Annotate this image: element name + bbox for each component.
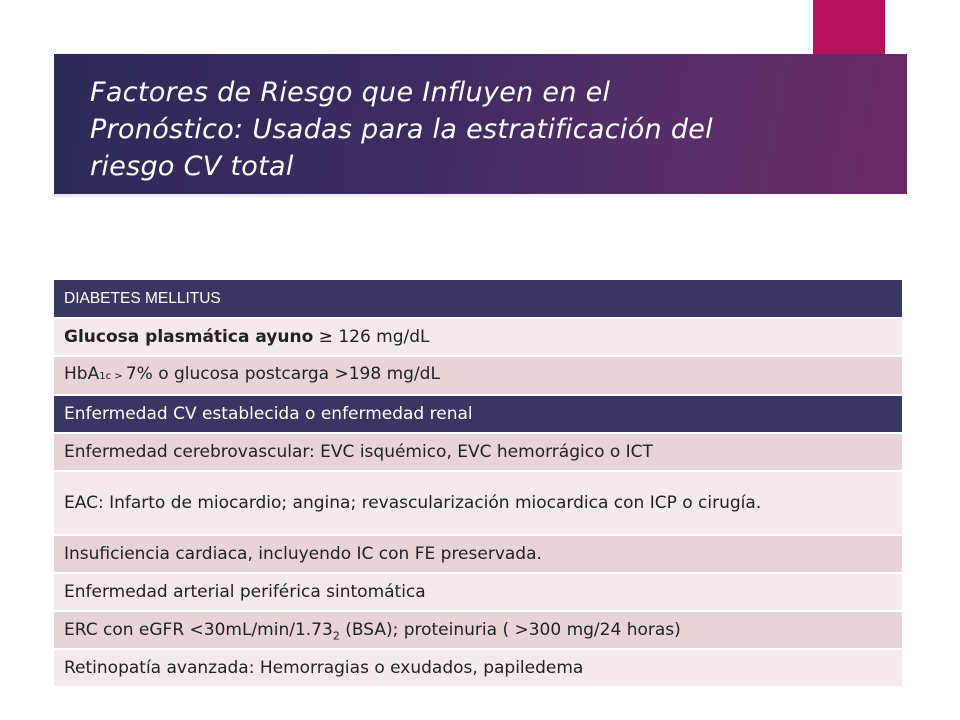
erc-subscript: 2 <box>332 629 340 643</box>
table-row <box>54 280 902 318</box>
slide-title <box>90 74 850 185</box>
eac-cell: EAC: Infarto de miocardio; angina; revascularización miocardica con ICP o cirugía. <box>54 471 902 535</box>
glucose-label: Glucosa plasmática ayuno <box>64 327 314 347</box>
erc-value: (BSA); proteinuria ( >300 mg/24 horas) <box>339 620 681 640</box>
retinopathy-cell: Retinopatía avanzada: Hemorragias o exudados, papiledema <box>54 649 902 687</box>
title-banner <box>54 54 907 194</box>
hba1c-subscript: 1c > <box>99 371 126 382</box>
peripheral-artery-cell: Enfermedad arterial periférica sintomática <box>54 573 902 611</box>
table-row <box>54 573 902 611</box>
heart-failure-cell: Insuficiencia cardiaca, incluyendo IC con FE preservada. <box>54 535 902 573</box>
diabetes-header: DIABETES MELLITUS <box>54 280 902 318</box>
cerebrovascular-cell: Enfermedad cerebrovascular: EVC isquémico, EVC hemorrágico o ICT <box>54 433 902 471</box>
glucose-value: ≥ 126 mg/dL <box>313 327 430 347</box>
table-row <box>54 433 902 471</box>
title-line-1: Factores de Riesgo que Influyen en el <box>90 77 611 108</box>
table-row <box>54 356 902 395</box>
table-row <box>54 611 902 649</box>
table-row <box>54 395 902 433</box>
hba1c-cell <box>54 356 902 395</box>
title-line-2: Pronóstico: Usadas para la estratificación del <box>90 114 713 145</box>
table-row <box>54 318 902 356</box>
risk-factors-table <box>54 280 902 688</box>
title-line-3: riesgo CV total <box>90 151 294 182</box>
table-row <box>54 649 902 687</box>
erc-cell <box>54 611 902 649</box>
glucose-cell <box>54 318 902 356</box>
table-row <box>54 535 902 573</box>
erc-prefix: ERC con eGFR <30mL/min/1.73 <box>64 620 333 640</box>
hba1c-prefix: HbA <box>64 364 100 384</box>
hba1c-value: 7% o glucosa postcarga >198 mg/dL <box>125 364 440 384</box>
table-row <box>54 471 902 535</box>
cv-header: Enfermedad CV establecida o enfermedad renal <box>54 395 902 433</box>
